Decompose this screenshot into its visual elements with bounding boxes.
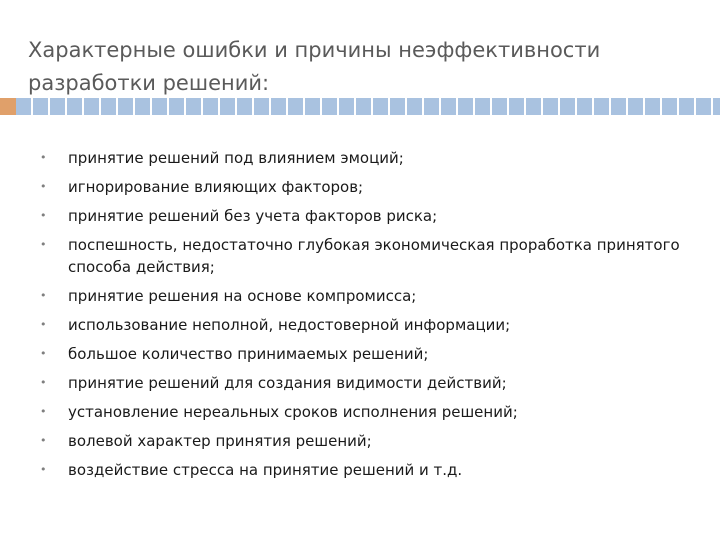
bullet-icon: •: [40, 405, 47, 418]
bullet-icon: •: [40, 238, 47, 251]
slide-title: Характерные ошибки и причины неэффективности разработки решений:: [28, 38, 601, 95]
list-item: [40, 176, 700, 198]
list-item-text: волевой характер принятия решений;: [68, 432, 372, 450]
bullet-icon: •: [40, 209, 47, 222]
bullet-icon: •: [40, 289, 47, 302]
list-item-text: большое количество принимаемых решений;: [68, 345, 429, 363]
list-item-text: принятие решений для создания видимости действий;: [68, 374, 507, 392]
list-item-text: принятие решений без учета факторов риска;: [68, 207, 438, 225]
bullet-icon: •: [40, 376, 47, 389]
bullet-icon: •: [40, 434, 47, 447]
list-item: [40, 285, 700, 307]
list-item-text: принятие решения на основе компромисса;: [68, 287, 417, 305]
bullet-icon: •: [40, 151, 47, 164]
list-item: [40, 372, 700, 394]
list-item-text: использование неполной, недостоверной информации;: [68, 316, 511, 334]
list-item: [40, 314, 700, 336]
accent-blue-bar: [16, 98, 720, 115]
list-item: [40, 459, 700, 481]
list-item: [40, 234, 700, 278]
list-item: [40, 205, 700, 227]
bullet-icon: •: [40, 318, 47, 331]
list-item-text: принятие решений под влиянием эмоций;: [68, 149, 404, 167]
bullet-icon: •: [40, 180, 47, 193]
list-item-text: поспешность, недостаточно глубокая экономическая проработка принятого способа действия;: [68, 236, 680, 276]
bullet-icon: •: [40, 463, 47, 476]
bullet-list: [40, 147, 700, 488]
list-item-text: игнорирование влияющих факторов;: [68, 178, 364, 196]
list-item: [40, 430, 700, 452]
list-item: [40, 147, 700, 169]
list-item: [40, 401, 700, 423]
bullet-icon: •: [40, 347, 47, 360]
list-item-text: воздействие стресса на принятие решений и т.д.: [68, 461, 463, 479]
list-item-text: установление нереальных сроков исполнения решений;: [68, 403, 518, 421]
list-item: [40, 343, 700, 365]
accent-orange-block: [0, 98, 16, 115]
